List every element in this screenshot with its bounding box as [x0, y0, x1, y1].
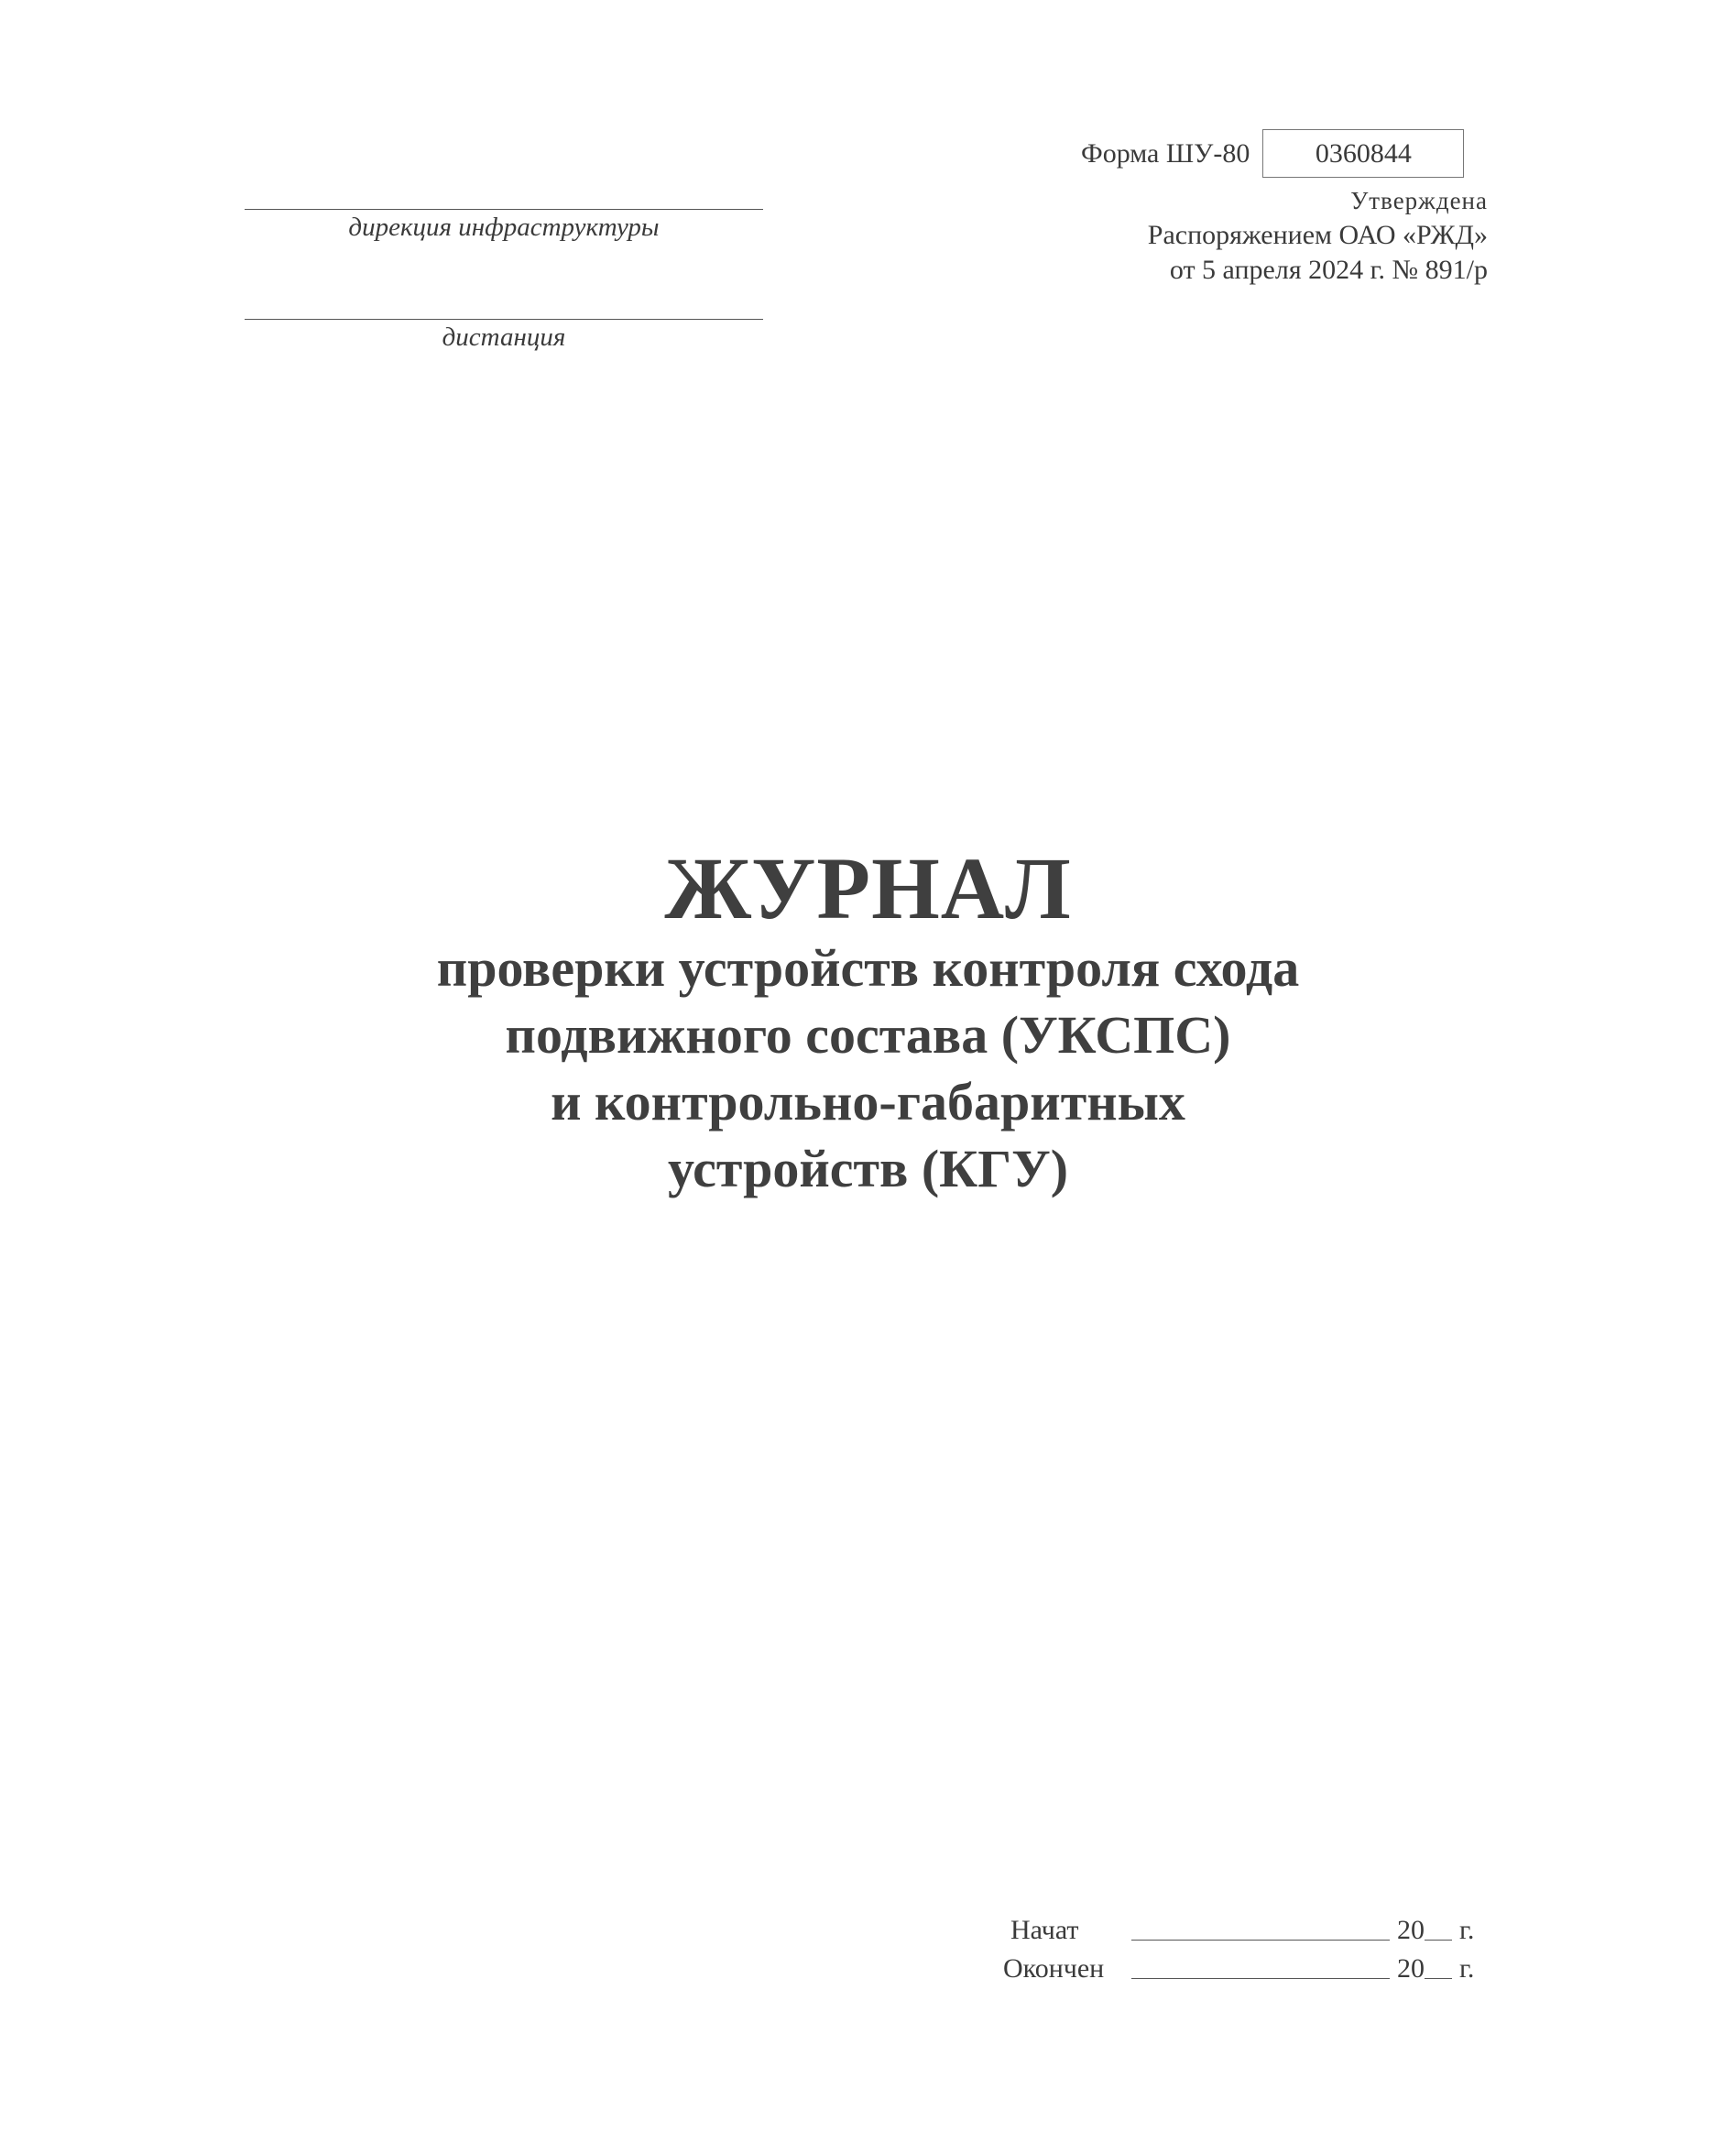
- approval-date-line: от 5 апреля 2024 г. № 891/р: [1169, 255, 1488, 285]
- finished-century: 20: [1397, 1953, 1425, 1984]
- form-label: Форма ШУ-80: [1081, 137, 1250, 169]
- started-year-suffix: г.: [1459, 1915, 1475, 1945]
- form-code: 0360844: [1315, 137, 1412, 169]
- directorate-blank-line: [245, 209, 763, 210]
- approval-order-line: Распоряжением ОАО «РЖД»: [1147, 220, 1488, 250]
- title-line-4: устройств (КГУ): [667, 1139, 1069, 1198]
- title-line-2: подвижного состава (УКСПС): [505, 1005, 1231, 1065]
- finished-row: [1003, 1946, 1474, 1984]
- form-code-row: [1081, 128, 1464, 179]
- started-year-blank: [1425, 1914, 1452, 1941]
- distance-blank-line: [245, 319, 763, 320]
- approval-status: Утверждена: [1350, 187, 1488, 214]
- finished-year-blank: [1425, 1952, 1452, 1979]
- title-line-1: проверки устройств контроля схода: [436, 938, 1300, 998]
- finished-label: Окончен: [1003, 1953, 1105, 1984]
- started-row: [1003, 1908, 1474, 1946]
- title-line-3: и контрольно-габаритных: [551, 1072, 1185, 1132]
- started-date-blank: [1131, 1912, 1390, 1941]
- dates-block: [1003, 1908, 1474, 1984]
- started-label: Начат: [1010, 1915, 1079, 1945]
- finished-year-suffix: г.: [1459, 1953, 1475, 1984]
- title-block: [0, 841, 1736, 1204]
- started-century: 20: [1397, 1915, 1425, 1945]
- directorate-caption: дирекция инфраструктуры: [348, 213, 660, 242]
- form-code-box: [1262, 129, 1464, 178]
- finished-date-blank: [1131, 1951, 1390, 1979]
- title-main: ЖУРНАЛ: [664, 839, 1072, 937]
- distance-caption: дистанция: [442, 323, 566, 352]
- approval-block: [1148, 183, 1488, 288]
